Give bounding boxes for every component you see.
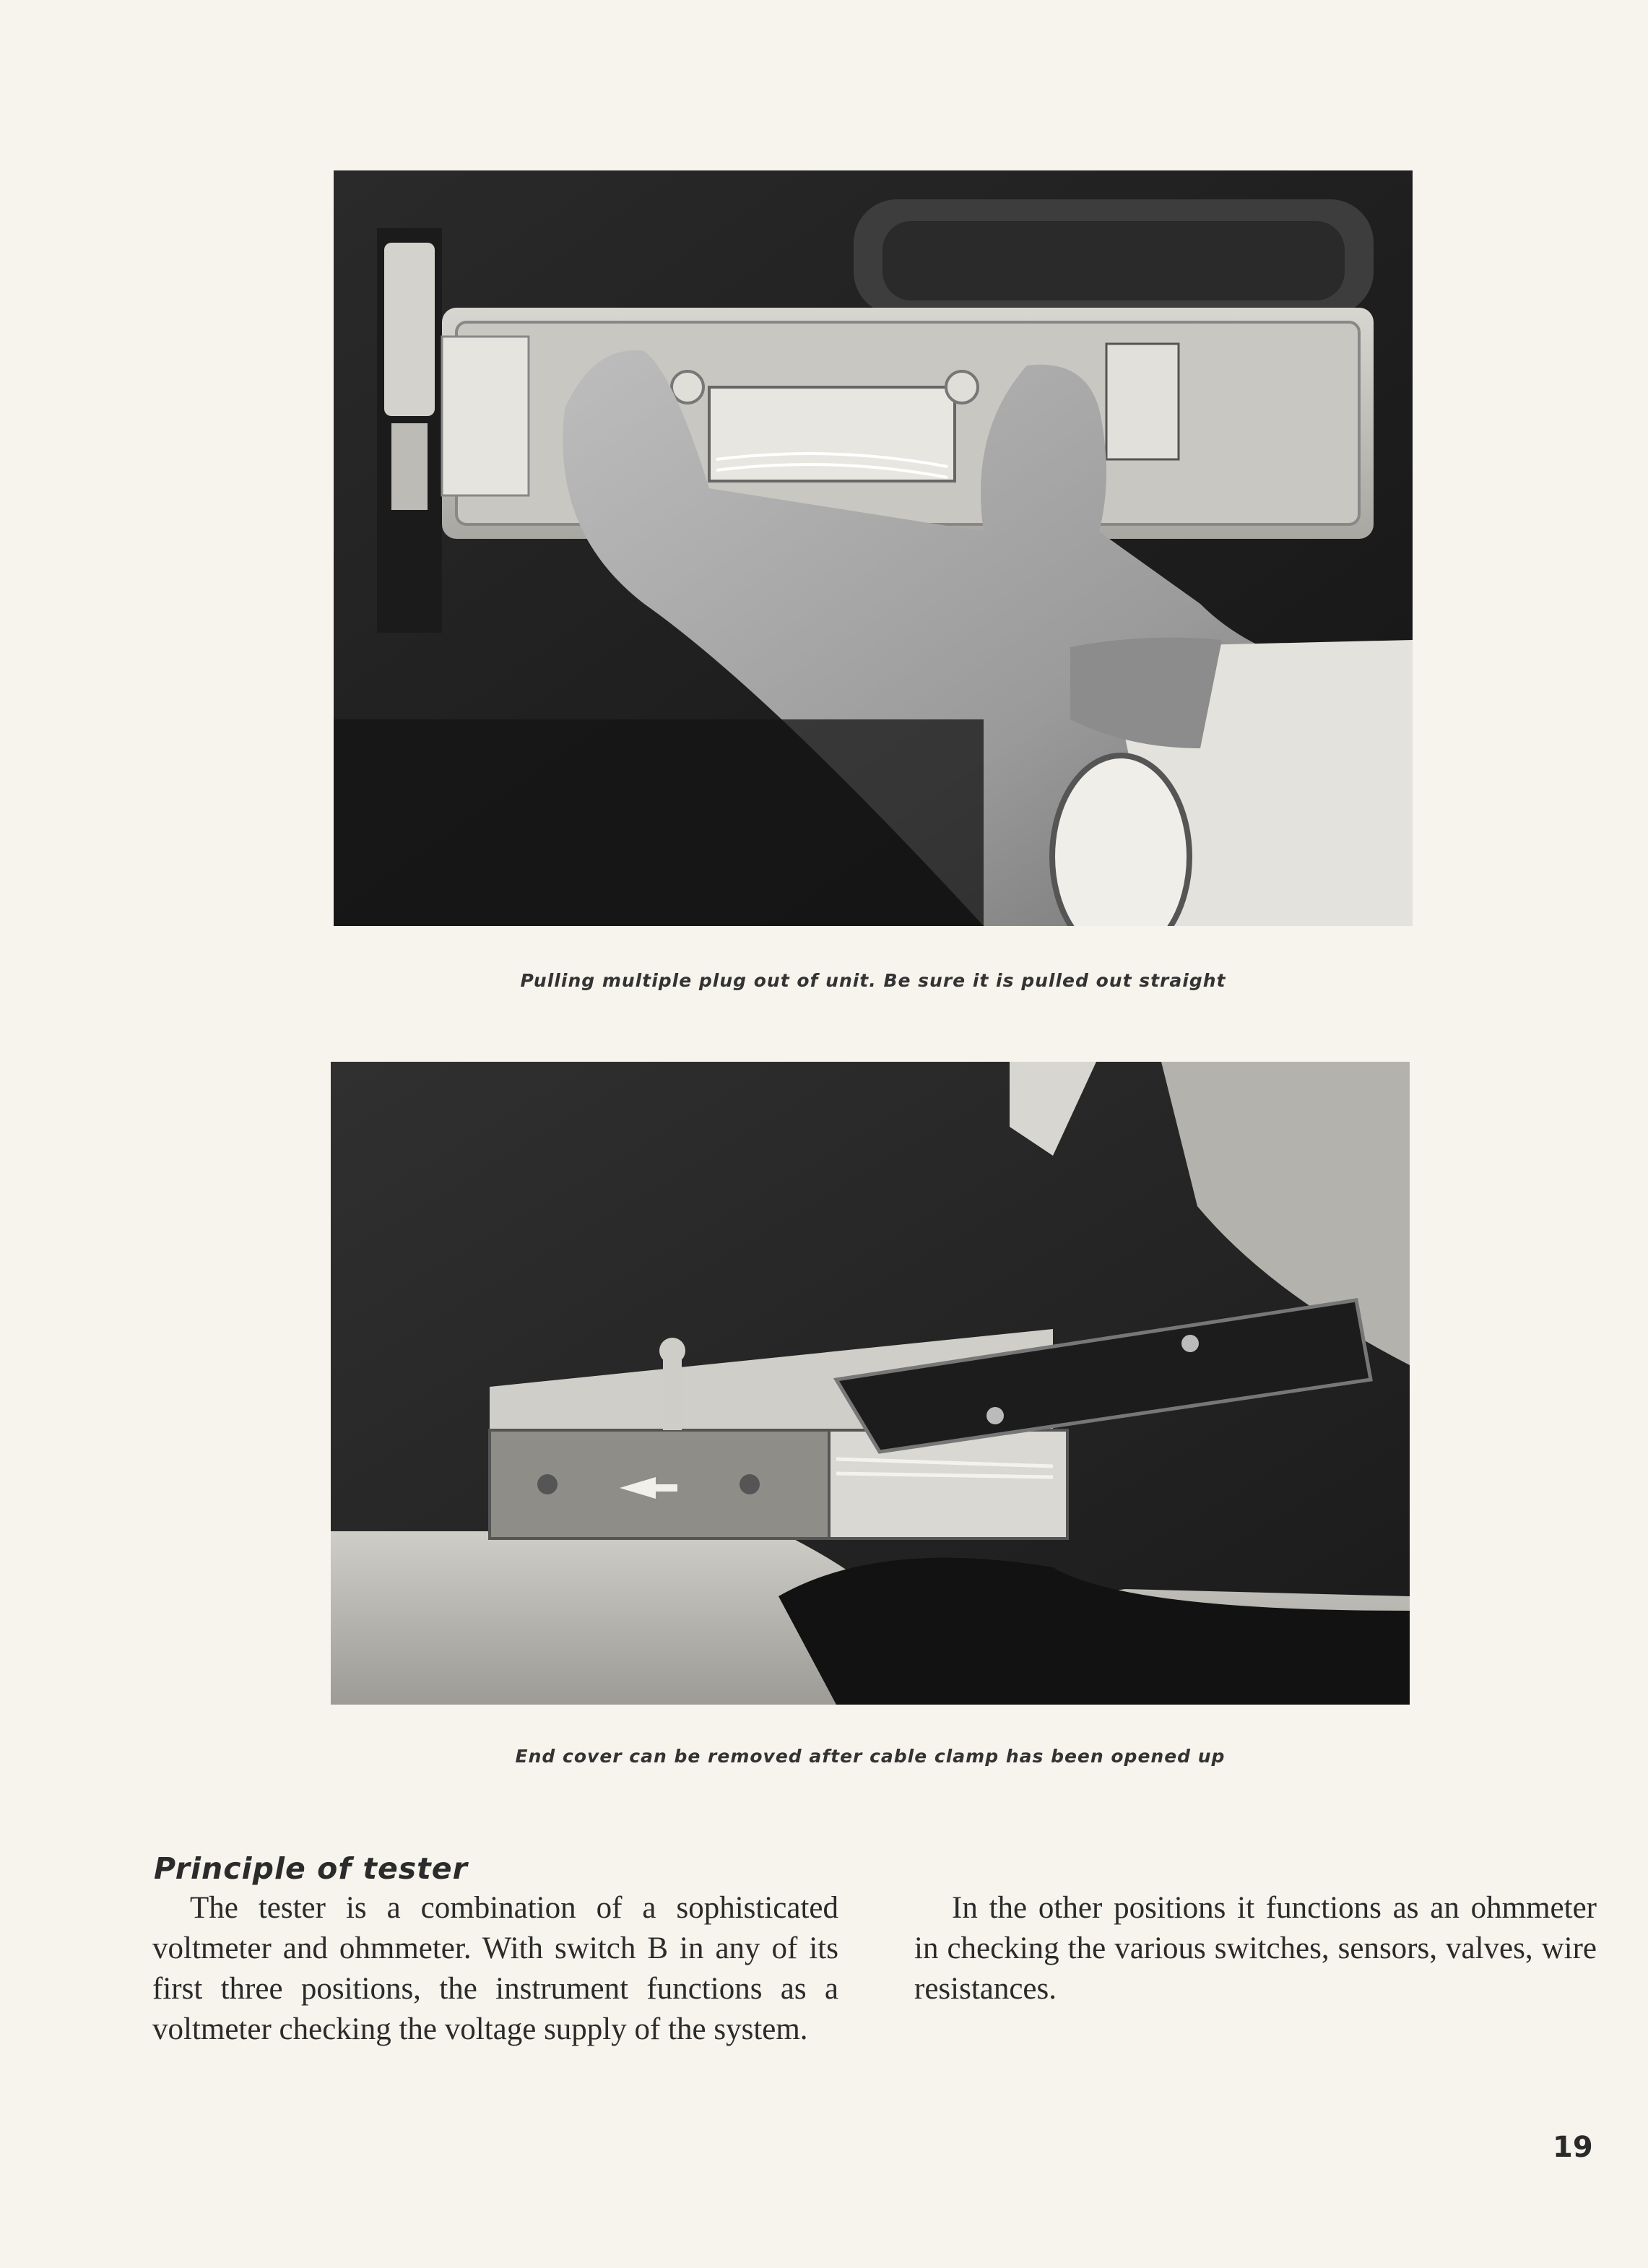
photo-caption: End cover can be removed after cable clamp has been opened up [515,1746,1226,1767]
photo-caption: Pulling multiple plug out of unit. Be sure it is pulled out straight [520,970,1226,991]
photo-end-cover-removal [331,1062,1410,1705]
page-number: 19 [1553,2131,1593,2164]
body-paragraph-right: In the other positions it functions as an ohmmeter in checking the various switches, sensors, valves, wire resistances. [914,1891,1597,2006]
section-heading: Principle of tester [154,1851,468,1886]
body-paragraph-left: The tester is a combination of a sophisticated voltmeter and ohmmeter. With switch B in any of its first three positions, the instrument functions as a voltmeter checking the voltage supply of the system. [152,1891,838,2046]
photo-pulling-multiple-plug [334,170,1413,926]
